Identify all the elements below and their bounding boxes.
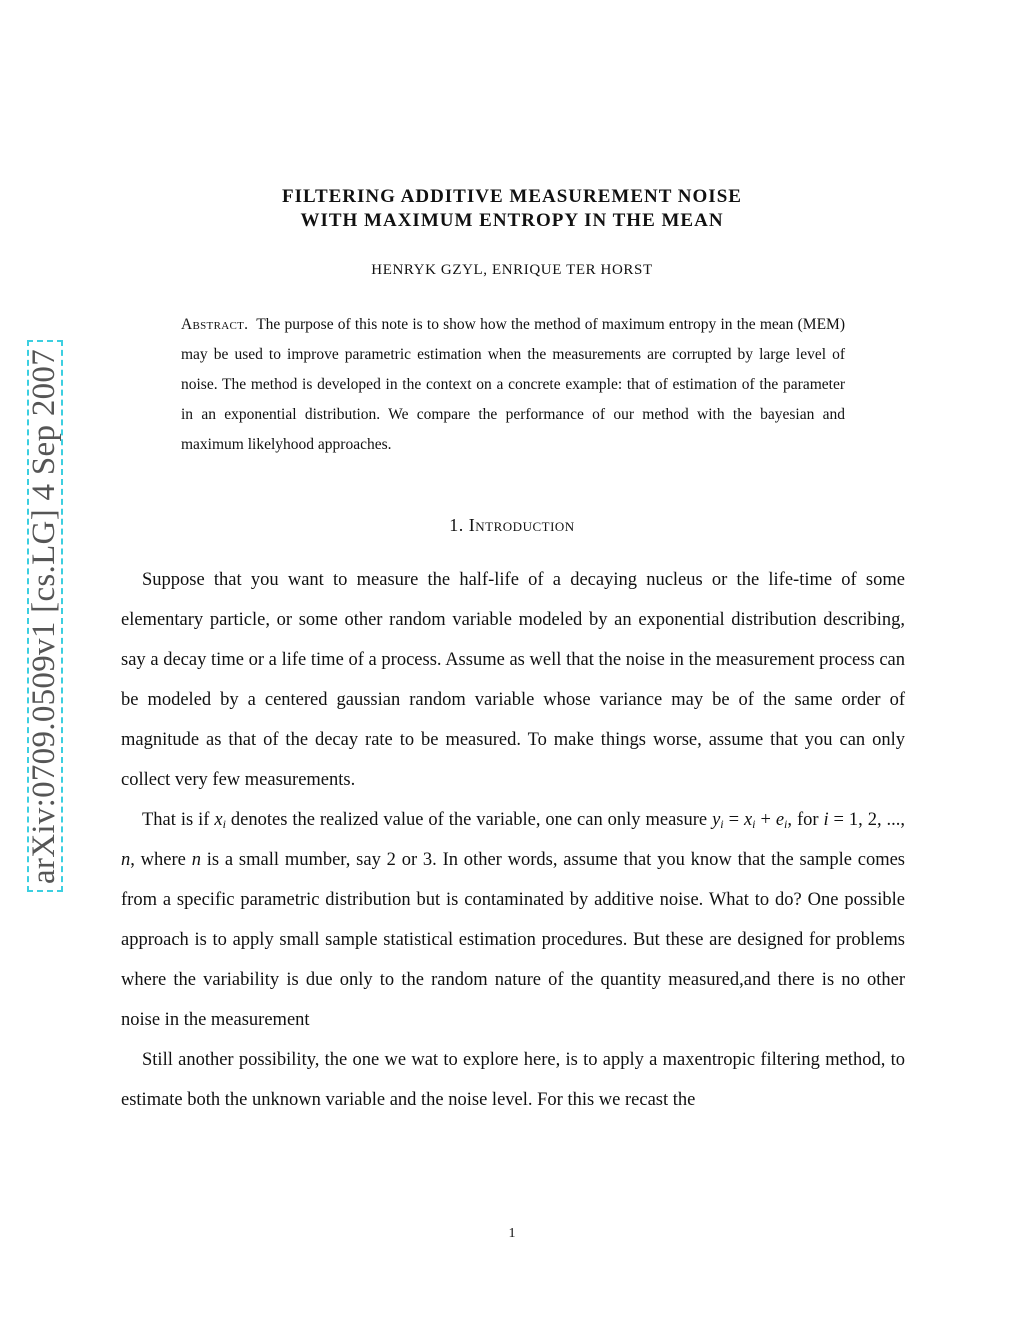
page-number: 1 <box>508 1226 516 1241</box>
paragraph-3: Still another possibility, the one we wat to explore here, is to apply a maxentropic filtering method, to estimate both the unknown variable and the noise level. For this we recast the <box>121 1050 905 1110</box>
abstract <box>181 310 845 460</box>
paper-title <box>0 185 1024 233</box>
abstract-text: The purpose of this note is to show how the method of maximum entropy in the mean (MEM) may be used to improve parametric estimation when the measurements are corrupted by large level of noise. The method is developed in the context on a concrete example: that of estimation of the parameter in an exponential distribution. We compare the performance of our method with the bayesian and maximum likelyhood approaches. <box>181 316 845 453</box>
section-number: 1. <box>449 515 464 535</box>
title-line-1: FILTERING ADDITIVE MEASUREMENT NOISE <box>282 186 742 207</box>
section-heading <box>0 515 1024 536</box>
title-line-2: WITH MAXIMUM ENTROPY IN THE MEAN <box>300 210 724 231</box>
paper-authors: HENRYK GZYL, ENRIQUE TER HORST <box>371 262 653 278</box>
paragraph-2: That is if $x_i$ denotes the realized value of the variable, one can only measure $y_i = x_i + e_i$, for i = 1, 2, ..., n, where n is a small mumber, say 2 or 3. In other words, assume that you know that the sample comes from a specific parametric distribution but is contaminated by additive noise. What to do? One possible approach is to apply small sample statistical estimation procedures. But these are designed for problems where the variability is due only to the random nature of the quantity measured,and there is no other noise in the measurement <box>121 810 906 1030</box>
paragraph-1: Suppose that you want to measure the half-life of a decaying nucleus or the life-time of some elementary particle, or some other random variable modeled by an exponential distribution describing, say a decay time or a life time of a process. Assume as well that the noise in the measurement process can be modeled by a centered gaussian random variable whose variance may be of the same order of magnitude as that of the decay rate to be measured. To make things worse, assume that you can only collect very few measurements. <box>121 570 905 790</box>
arxiv-stamp <box>27 340 63 892</box>
math-index-range: i = 1, 2, ..., n <box>121 810 906 870</box>
math-n: n <box>191 850 201 870</box>
section-title: Introduction <box>468 515 575 535</box>
math-x-i: $x_i$ <box>214 810 226 831</box>
body-text <box>121 560 905 1120</box>
arxiv-identifier: arXiv:0709.0509v1 [cs.LG] 4 Sep 2007 <box>26 348 63 884</box>
abstract-label: Abstract. <box>181 316 249 333</box>
math-equation: $y_i = x_i + e_i$ <box>712 810 788 831</box>
